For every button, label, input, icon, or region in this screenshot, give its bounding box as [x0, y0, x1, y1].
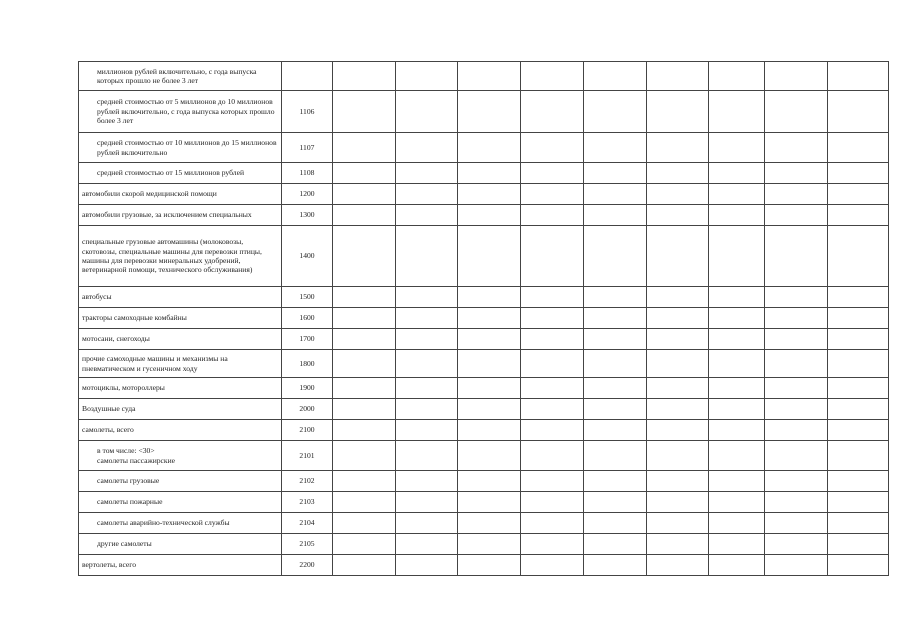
data-cell[interactable] [333, 205, 396, 226]
data-cell[interactable] [396, 420, 458, 441]
data-cell[interactable] [709, 471, 765, 492]
data-cell[interactable] [458, 287, 521, 308]
data-cell[interactable] [396, 441, 458, 471]
row-name-cell: тракторы самоходные комбайны [79, 308, 282, 329]
row-name-cell: другие самолеты [79, 534, 282, 555]
data-cell[interactable] [647, 205, 709, 226]
data-cell[interactable] [709, 378, 765, 399]
data-cell[interactable] [458, 534, 521, 555]
row-code-cell: 2200 [282, 555, 333, 576]
data-cell[interactable] [333, 492, 396, 513]
data-cell[interactable] [458, 226, 521, 287]
data-cell[interactable] [584, 534, 647, 555]
data-cell[interactable] [521, 471, 584, 492]
table-row [79, 308, 889, 329]
data-cell[interactable] [828, 420, 889, 441]
data-cell[interactable] [584, 492, 647, 513]
row-code-cell: 2103 [282, 492, 333, 513]
row-name-cell: вертолеты, всего [79, 555, 282, 576]
table-row [79, 205, 889, 226]
data-cell[interactable] [709, 492, 765, 513]
row-code-cell: 1107 [282, 133, 333, 163]
row-code-cell: 2102 [282, 471, 333, 492]
data-cell[interactable] [333, 378, 396, 399]
data-cell[interactable] [396, 133, 458, 163]
row-code-cell: 1800 [282, 350, 333, 378]
table-row [79, 91, 889, 133]
data-cell[interactable] [647, 226, 709, 287]
data-cell[interactable] [709, 555, 765, 576]
data-cell[interactable] [765, 287, 828, 308]
table-row [79, 492, 889, 513]
data-cell[interactable] [828, 350, 889, 378]
data-cell[interactable] [765, 378, 828, 399]
table-row [79, 133, 889, 163]
data-cell[interactable] [647, 308, 709, 329]
data-cell[interactable] [396, 492, 458, 513]
data-cell[interactable] [584, 555, 647, 576]
row-code-cell: 1900 [282, 378, 333, 399]
data-cell[interactable] [647, 420, 709, 441]
table-row [79, 471, 889, 492]
data-cell[interactable] [828, 534, 889, 555]
row-name-cell: средней стоимостью от 5 миллионов до 10 миллионов рублей включительно, с года выпуска которых прошло более 3 лет [79, 91, 282, 133]
data-cell[interactable] [828, 287, 889, 308]
data-cell[interactable] [647, 163, 709, 184]
data-cell[interactable] [828, 184, 889, 205]
data-cell[interactable] [333, 133, 396, 163]
data-cell[interactable] [765, 205, 828, 226]
data-cell[interactable] [828, 378, 889, 399]
row-code-cell: 1400 [282, 226, 333, 287]
data-cell[interactable] [709, 226, 765, 287]
data-cell[interactable] [765, 163, 828, 184]
data-cell[interactable] [584, 399, 647, 420]
data-cell[interactable] [333, 308, 396, 329]
row-code-cell: 1700 [282, 329, 333, 350]
data-cell[interactable] [765, 441, 828, 471]
data-cell[interactable] [458, 350, 521, 378]
data-cell[interactable] [584, 205, 647, 226]
table-row [79, 399, 889, 420]
data-cell[interactable] [709, 513, 765, 534]
row-name-cell: в том числе: <30> самолеты пассажирские [79, 441, 282, 471]
data-cell[interactable] [584, 471, 647, 492]
row-name-cell: самолеты грузовые [79, 471, 282, 492]
data-cell[interactable] [396, 329, 458, 350]
row-code-cell [282, 62, 333, 91]
row-code-cell: 2104 [282, 513, 333, 534]
data-cell[interactable] [396, 399, 458, 420]
data-cell[interactable] [709, 420, 765, 441]
data-cell[interactable] [458, 471, 521, 492]
data-cell[interactable] [396, 163, 458, 184]
data-cell[interactable] [458, 308, 521, 329]
data-cell[interactable] [521, 205, 584, 226]
data-cell[interactable] [396, 184, 458, 205]
table-row [79, 287, 889, 308]
data-cell[interactable] [521, 534, 584, 555]
data-cell[interactable] [709, 308, 765, 329]
table-row [79, 420, 889, 441]
data-cell[interactable] [584, 184, 647, 205]
data-cell[interactable] [521, 91, 584, 133]
data-cell[interactable] [396, 287, 458, 308]
data-cell[interactable] [458, 555, 521, 576]
table-body [79, 62, 889, 576]
data-cell[interactable] [333, 471, 396, 492]
data-cell[interactable] [396, 555, 458, 576]
data-cell[interactable] [333, 163, 396, 184]
data-cell[interactable] [333, 399, 396, 420]
data-cell[interactable] [396, 378, 458, 399]
data-cell[interactable] [709, 62, 765, 91]
data-cell[interactable] [333, 441, 396, 471]
data-cell[interactable] [765, 226, 828, 287]
data-cell[interactable] [709, 534, 765, 555]
data-cell[interactable] [396, 471, 458, 492]
data-cell[interactable] [709, 329, 765, 350]
table-row [79, 513, 889, 534]
data-cell[interactable] [828, 91, 889, 133]
data-cell[interactable] [458, 513, 521, 534]
data-cell[interactable] [458, 163, 521, 184]
data-cell[interactable] [521, 555, 584, 576]
data-cell[interactable] [458, 91, 521, 133]
data-cell[interactable] [647, 399, 709, 420]
data-cell[interactable] [828, 513, 889, 534]
data-cell[interactable] [333, 513, 396, 534]
data-cell[interactable] [333, 287, 396, 308]
data-cell[interactable] [828, 441, 889, 471]
row-name-cell: прочие самоходные машины и механизмы на пневматическом и гусеничном ходу [79, 350, 282, 378]
row-code-cell: 1106 [282, 91, 333, 133]
table-row [79, 441, 889, 471]
data-cell[interactable] [765, 133, 828, 163]
row-code-cell: 2101 [282, 441, 333, 471]
data-cell[interactable] [584, 163, 647, 184]
data-cell[interactable] [647, 471, 709, 492]
row-name-cell: автомобили грузовые, за исключением специальных [79, 205, 282, 226]
data-cell[interactable] [828, 205, 889, 226]
data-cell[interactable] [765, 350, 828, 378]
row-name-cell: мотоциклы, мотороллеры [79, 378, 282, 399]
data-cell[interactable] [333, 350, 396, 378]
data-cell[interactable] [828, 471, 889, 492]
data-cell[interactable] [584, 308, 647, 329]
data-cell[interactable] [765, 184, 828, 205]
data-cell[interactable] [521, 350, 584, 378]
table-row [79, 226, 889, 287]
data-cell[interactable] [765, 308, 828, 329]
data-cell[interactable] [647, 91, 709, 133]
data-cell[interactable] [521, 329, 584, 350]
data-cell[interactable] [521, 184, 584, 205]
row-code-cell: 1300 [282, 205, 333, 226]
data-cell[interactable] [521, 163, 584, 184]
data-cell[interactable] [765, 399, 828, 420]
data-cell[interactable] [333, 184, 396, 205]
data-cell[interactable] [584, 420, 647, 441]
data-cell[interactable] [584, 133, 647, 163]
table-row [79, 350, 889, 378]
data-cell[interactable] [828, 163, 889, 184]
row-code-cell: 1600 [282, 308, 333, 329]
row-name-cell: специальные грузовые автомашины (молоковозы, скотовозы, специальные машины для перевозки птицы, машины для перевозки минеральных удобрений, ветеринарной помощи, технического обслуживания) [79, 226, 282, 287]
row-code-cell: 1500 [282, 287, 333, 308]
row-code-cell: 1200 [282, 184, 333, 205]
data-cell[interactable] [521, 133, 584, 163]
data-cell[interactable] [765, 329, 828, 350]
data-cell[interactable] [584, 441, 647, 471]
data-cell[interactable] [647, 133, 709, 163]
data-cell[interactable] [647, 441, 709, 471]
row-name-cell: автобусы [79, 287, 282, 308]
data-cell[interactable] [765, 420, 828, 441]
data-cell[interactable] [584, 226, 647, 287]
data-cell[interactable] [521, 441, 584, 471]
data-cell[interactable] [765, 534, 828, 555]
table-row [79, 163, 889, 184]
row-name-cell: Воздушные суда [79, 399, 282, 420]
data-cell[interactable] [396, 226, 458, 287]
row-code-cell: 2105 [282, 534, 333, 555]
data-cell[interactable] [396, 205, 458, 226]
data-cell[interactable] [521, 513, 584, 534]
data-cell[interactable] [709, 350, 765, 378]
data-cell[interactable] [396, 308, 458, 329]
data-cell[interactable] [647, 534, 709, 555]
data-cell[interactable] [828, 133, 889, 163]
data-cell[interactable] [709, 205, 765, 226]
data-cell[interactable] [333, 226, 396, 287]
data-cell[interactable] [521, 420, 584, 441]
data-cell[interactable] [765, 492, 828, 513]
data-cell[interactable] [521, 308, 584, 329]
row-code-cell: 1108 [282, 163, 333, 184]
row-name-cell: автомобили скорой медицинской помощи [79, 184, 282, 205]
table-row [79, 378, 889, 399]
data-cell[interactable] [521, 399, 584, 420]
data-cell[interactable] [521, 378, 584, 399]
row-name-cell: средней стоимостью от 10 миллионов до 15 миллионов рублей включительно [79, 133, 282, 163]
row-code-cell: 2000 [282, 399, 333, 420]
data-cell[interactable] [709, 163, 765, 184]
row-name-cell: самолеты аварийно-технической службы [79, 513, 282, 534]
data-cell[interactable] [709, 441, 765, 471]
data-cell[interactable] [458, 399, 521, 420]
table-row [79, 62, 889, 91]
data-cell[interactable] [647, 184, 709, 205]
data-cell[interactable] [458, 62, 521, 91]
data-cell[interactable] [396, 350, 458, 378]
data-cell[interactable] [333, 329, 396, 350]
data-cell[interactable] [765, 513, 828, 534]
data-cell[interactable] [709, 287, 765, 308]
data-cell[interactable] [333, 420, 396, 441]
row-name-cell: самолеты, всего [79, 420, 282, 441]
row-name-cell: мотосани, снегоходы [79, 329, 282, 350]
table-row [79, 329, 889, 350]
data-cell[interactable] [828, 399, 889, 420]
data-cell[interactable] [521, 62, 584, 91]
row-name-cell: миллионов рублей включительно, с года выпуска которых прошло не более 3 лет [79, 62, 282, 91]
data-cell[interactable] [458, 441, 521, 471]
data-cell[interactable] [765, 471, 828, 492]
data-cell[interactable] [709, 91, 765, 133]
data-cell[interactable] [521, 492, 584, 513]
data-cell[interactable] [828, 226, 889, 287]
data-cell[interactable] [333, 91, 396, 133]
data-cell[interactable] [647, 513, 709, 534]
data-cell[interactable] [709, 399, 765, 420]
data-cell[interactable] [584, 91, 647, 133]
data-cell[interactable] [828, 492, 889, 513]
data-cell[interactable] [647, 378, 709, 399]
data-cell[interactable] [584, 287, 647, 308]
data-cell[interactable] [333, 62, 396, 91]
row-name-cell: средней стоимостью от 15 миллионов рублей [79, 163, 282, 184]
data-cell[interactable] [584, 513, 647, 534]
data-cell[interactable] [647, 287, 709, 308]
data-cell[interactable] [647, 492, 709, 513]
data-cell[interactable] [333, 555, 396, 576]
data-cell[interactable] [521, 226, 584, 287]
data-cell[interactable] [828, 555, 889, 576]
data-cell[interactable] [584, 350, 647, 378]
data-cell[interactable] [458, 184, 521, 205]
data-cell[interactable] [828, 329, 889, 350]
data-cell[interactable] [396, 91, 458, 133]
data-cell[interactable] [709, 133, 765, 163]
data-cell[interactable] [458, 133, 521, 163]
data-cell[interactable] [396, 62, 458, 91]
data-cell[interactable] [765, 62, 828, 91]
data-cell[interactable] [828, 308, 889, 329]
data-cell[interactable] [647, 350, 709, 378]
table-row [79, 184, 889, 205]
data-cell[interactable] [584, 62, 647, 91]
data-cell[interactable] [458, 205, 521, 226]
data-cell[interactable] [584, 329, 647, 350]
data-cell[interactable] [396, 513, 458, 534]
row-name-cell: самолеты пожарные [79, 492, 282, 513]
vehicle-data-table [78, 61, 889, 576]
data-cell[interactable] [396, 534, 458, 555]
data-cell[interactable] [828, 62, 889, 91]
data-cell[interactable] [521, 287, 584, 308]
data-cell[interactable] [458, 329, 521, 350]
table-row [79, 534, 889, 555]
row-code-cell: 2100 [282, 420, 333, 441]
data-cell[interactable] [458, 378, 521, 399]
data-cell[interactable] [765, 91, 828, 133]
data-cell[interactable] [647, 555, 709, 576]
data-cell[interactable] [709, 184, 765, 205]
data-cell[interactable] [765, 555, 828, 576]
data-cell[interactable] [647, 329, 709, 350]
data-cell[interactable] [584, 378, 647, 399]
data-cell[interactable] [458, 420, 521, 441]
table-row [79, 555, 889, 576]
data-cell[interactable] [458, 492, 521, 513]
data-cell[interactable] [333, 534, 396, 555]
data-cell[interactable] [647, 62, 709, 91]
